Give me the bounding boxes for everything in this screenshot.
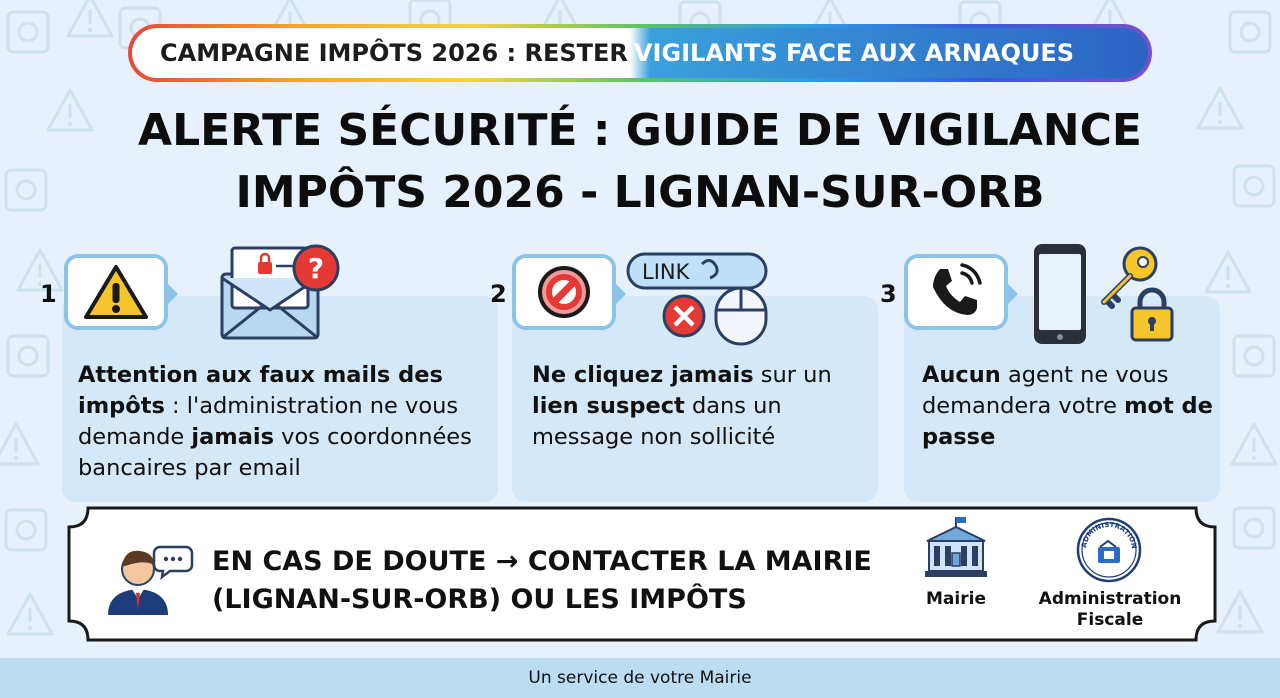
contact-line-1: EN CAS DE DOUTE → CONTACTER LA MAIRIE <box>212 546 872 577</box>
step-number-3: 3 <box>880 280 897 308</box>
contact-line-2: (LIGNAN-SUR-ORB) OU LES IMPÔTS <box>212 584 747 615</box>
suspicious-link-icon <box>624 250 776 346</box>
step-1-text-1: : l'administration ne vous demande <box>78 393 459 450</box>
banner-right-text: VIGILANTS FACE AUX ARNAQUES <box>633 39 1075 67</box>
step-1-bold-1: Attention aux faux mails des impôts <box>78 362 443 419</box>
step-2-text <box>532 360 872 453</box>
phishing-envelope-icon <box>218 238 342 342</box>
step-3-bold-2: mot de passe <box>922 393 1213 450</box>
step-number-2: 2 <box>490 280 507 308</box>
seal-lettering: ADMINISTRATION <box>1080 520 1139 550</box>
footer-text: Un service de votre Mairie <box>528 668 752 688</box>
step-1-icon-box <box>64 254 168 330</box>
town-hall-icon <box>921 515 991 579</box>
step-1-text-2: vos coordonnées bancaires par email <box>78 424 472 481</box>
step-3-text <box>922 360 1218 453</box>
step-2-text-2: dans un message non sollicité <box>532 393 782 450</box>
banner-left-text: CAMPAGNE IMPÔTS 2026 : RESTER <box>160 39 628 67</box>
title-line-1: ALERTE SÉCURITÉ : GUIDE DE VIGILANCE <box>138 105 1142 156</box>
fiscale-label-line-2: Fiscale <box>1076 610 1144 630</box>
step-2-bold-2: lien suspect <box>532 393 685 419</box>
step-number-1: 1 <box>40 280 57 308</box>
tax-administration-seal-icon <box>1074 517 1144 583</box>
svg-text:?: ? <box>307 252 325 285</box>
agent-chat-icon <box>102 539 194 615</box>
step-3-text-1: agent ne vous demandera votre <box>922 362 1169 419</box>
warning-triangle-icon <box>83 263 149 321</box>
fiscale-label-line-1: Administration <box>1038 589 1182 609</box>
contact-message <box>212 543 912 619</box>
contact-box <box>66 505 1218 643</box>
campaign-banner <box>128 24 1152 82</box>
fiscale-label <box>1032 589 1188 631</box>
step-2-icon-box <box>512 254 616 330</box>
phone-call-icon <box>926 263 986 321</box>
title-line-2: IMPÔTS 2026 - LIGNAN-SUR-ORB <box>235 167 1045 218</box>
smartphone-key-lock-icon <box>1030 242 1180 346</box>
link-label: LINK <box>642 260 690 284</box>
step-3-bold-1: Aucun <box>922 362 1001 388</box>
step-1-bold-2: jamais <box>191 424 275 450</box>
step-2-text-1: sur un <box>753 362 832 388</box>
page-title <box>0 100 1280 224</box>
mairie-label: Mairie <box>926 589 986 609</box>
forbidden-icon <box>534 262 594 322</box>
step-3-icon-box <box>904 254 1008 330</box>
footer <box>0 658 1280 698</box>
step-1-text <box>78 360 498 484</box>
step-2-bold-1: Ne cliquez jamais <box>532 362 754 388</box>
